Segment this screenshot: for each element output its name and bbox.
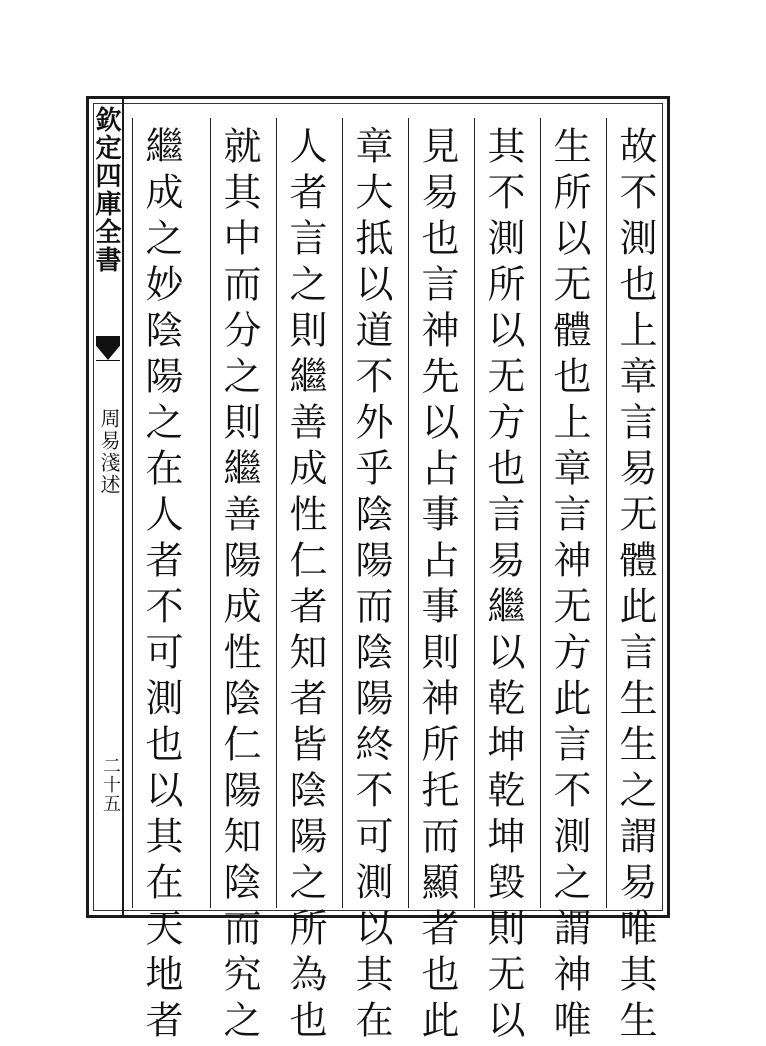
book-title: 欽定四庫全書 xyxy=(91,106,121,274)
column-text: 章大抵以道不外乎陰陽而陰陽終不可測以其在 xyxy=(349,126,393,1046)
text-column-4 xyxy=(408,118,464,1046)
column-text: 就其中而分之則繼善陽成性陰仁陽知陰而究之 xyxy=(217,126,261,1046)
text-column-8 xyxy=(132,118,188,1046)
column-text: 人者言之則繼善成性仁者知者皆陰陽之所為也 xyxy=(283,126,327,1046)
column-text: 繼成之妙陰陽之在人者不可測也以其在天地者 xyxy=(139,126,183,1046)
text-column-2 xyxy=(540,118,596,1046)
column-text: 故不測也上章言易无體此言生生之謂易唯其生 xyxy=(613,126,657,1046)
section-name: 周易淺述 xyxy=(97,408,121,496)
text-column-1 xyxy=(606,118,662,1046)
text-column-3 xyxy=(474,118,530,1046)
column-text: 見易也言神先以占事占事則神所托而顯者也此 xyxy=(415,126,459,1046)
text-column-5 xyxy=(342,118,398,1046)
fish-tail-divider xyxy=(96,360,120,361)
text-column-6 xyxy=(276,118,332,1046)
page-number: 二十五 xyxy=(100,756,121,813)
column-text: 生所以无體也上章言神无方此言不測之謂神唯 xyxy=(547,126,591,1046)
text-column-7 xyxy=(210,118,266,1046)
column-text: 其不測所以无方也言易繼以乾坤乾坤毀則无以 xyxy=(481,126,525,1046)
